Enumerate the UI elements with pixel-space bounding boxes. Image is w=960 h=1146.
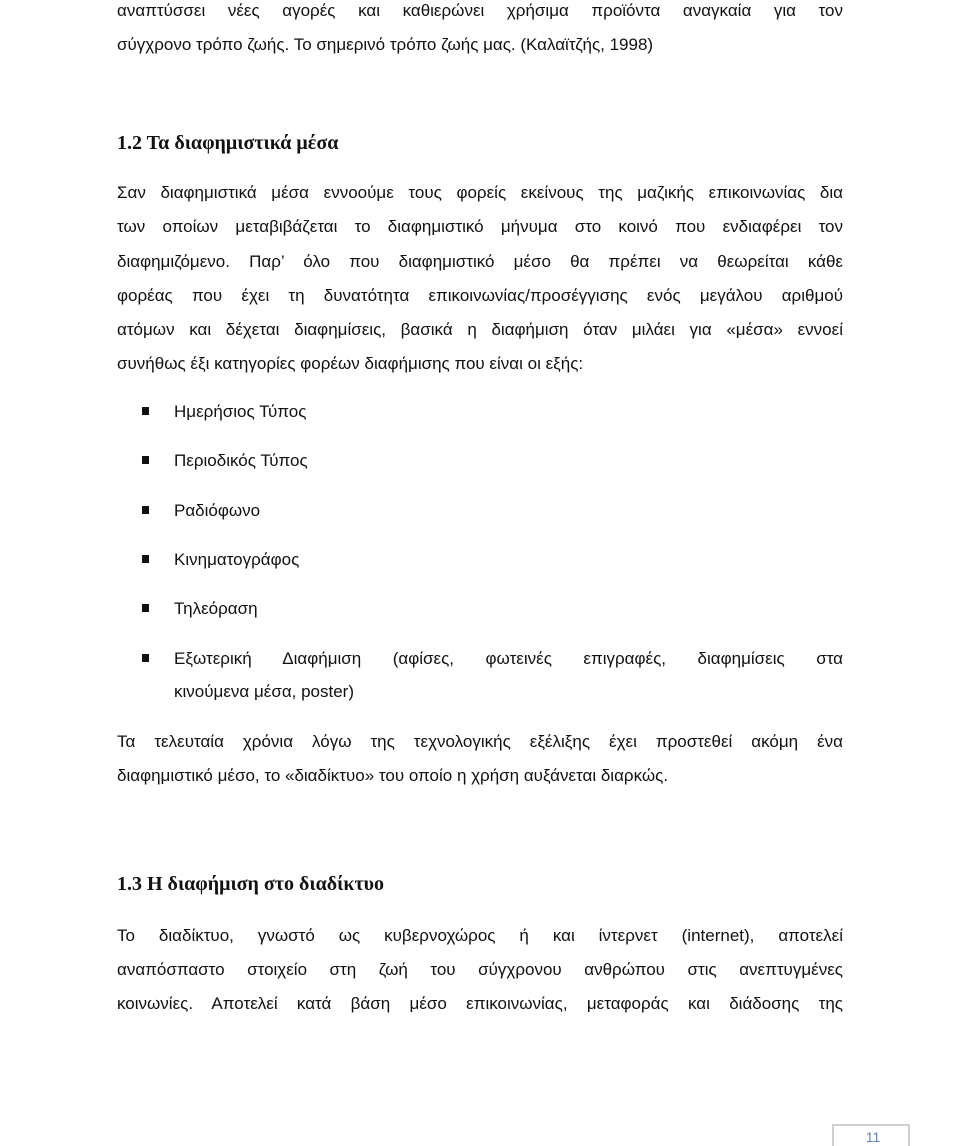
page-number-box — [832, 1124, 910, 1146]
list-item-continuation: κινούμενα μέσα, poster) — [174, 682, 355, 701]
list-item — [117, 494, 843, 527]
intro-line-2: σύγχρονο τρόπο ζωής. Το σημερινό τρόπο ζωής μας. (Καλαϊτζής, 1998) — [117, 35, 654, 54]
bullet-square-icon — [142, 407, 149, 415]
paragraph-line: Τα τελευταία χρόνια λόγω της τεχνολογικής εξέλιξης έχει προστεθεί ακόμη ένα — [117, 732, 843, 751]
paragraph-line: διαφημιζόμενο. Παρ’ όλο που διαφημιστικό μέσο θα πρέπει να θεωρείται κάθε — [117, 252, 843, 271]
bullet-square-icon — [142, 604, 149, 612]
list-item-label: Περιοδικός Τύπος — [174, 451, 308, 470]
list-item-label: Ημερήσιος Τύπος — [174, 402, 307, 421]
list-item — [117, 592, 843, 625]
bullet-square-icon — [142, 555, 149, 563]
bullet-square-icon — [142, 456, 149, 464]
paragraph-line: των οποίων μεταβιβάζεται το διαφημιστικό μήνυμα στο κοινό που ενδιαφέρει τον — [117, 217, 843, 236]
paragraph-line: ατόμων και δέχεται διαφημίσεις, βασικά η διαφήμιση όταν μιλάει για «μέσα» εννοεί — [117, 320, 843, 339]
paragraph-line: αναπόσπαστο στοιχείο στη ζωή του σύγχρονου ανθρώπου στις ανεπτυγμένες — [117, 960, 843, 979]
paragraph-line: διαφημιστικό μέσο, το «διαδίκτυο» του οποίο η χρήση αυξάνεται διαρκώς. — [117, 766, 669, 785]
bullet-square-icon — [142, 506, 149, 514]
list-item — [117, 642, 843, 675]
list-item-label: Κινηματογράφος — [174, 550, 300, 569]
paragraph-line: κοινωνίες. Αποτελεί κατά βάση μέσο επικοινωνίας, μεταφοράς και διάδοσης της — [117, 994, 843, 1013]
page-number: 11 — [865, 1129, 881, 1145]
list-item — [117, 543, 843, 576]
paragraph-line: Σαν διαφημιστικά μέσα εννοούμε τους φορείς εκείνους της μαζικής επικοινωνίας δια — [117, 183, 843, 202]
list-item — [117, 395, 843, 428]
paragraph-line: Το διαδίκτυο, γνωστό ως κυβερνοχώρος ή και ίντερνετ (internet), αποτελεί — [117, 926, 843, 945]
paragraph-line: συνήθως έξι κατηγορίες φορέων διαφήμισης που είναι οι εξής: — [117, 354, 584, 373]
intro-line-1: αναπτύσσει νέες αγορές και καθιερώνει χρήσιμα προϊόντα αναγκαία για τον — [117, 1, 843, 20]
list-item-label: Εξωτερική Διαφήμιση (αφίσες, φωτεινές επιγραφές, διαφημίσεις στα — [174, 649, 843, 668]
list-item-label: Ραδιόφωνο — [174, 501, 261, 520]
list-item-label: Τηλεόραση — [174, 599, 258, 618]
section-heading-1-2: 1.2 Τα διαφημιστικά μέσα — [117, 132, 339, 154]
paragraph-line: φορέας που έχει τη δυνατότητα επικοινωνίας/προσέγγισης ενός μεγάλου αριθμού — [117, 286, 843, 305]
bullet-square-icon — [142, 654, 149, 662]
section-heading-1-3: 1.3 Η διαφήμιση στο διαδίκτυο — [117, 873, 385, 895]
list-item — [117, 444, 843, 477]
